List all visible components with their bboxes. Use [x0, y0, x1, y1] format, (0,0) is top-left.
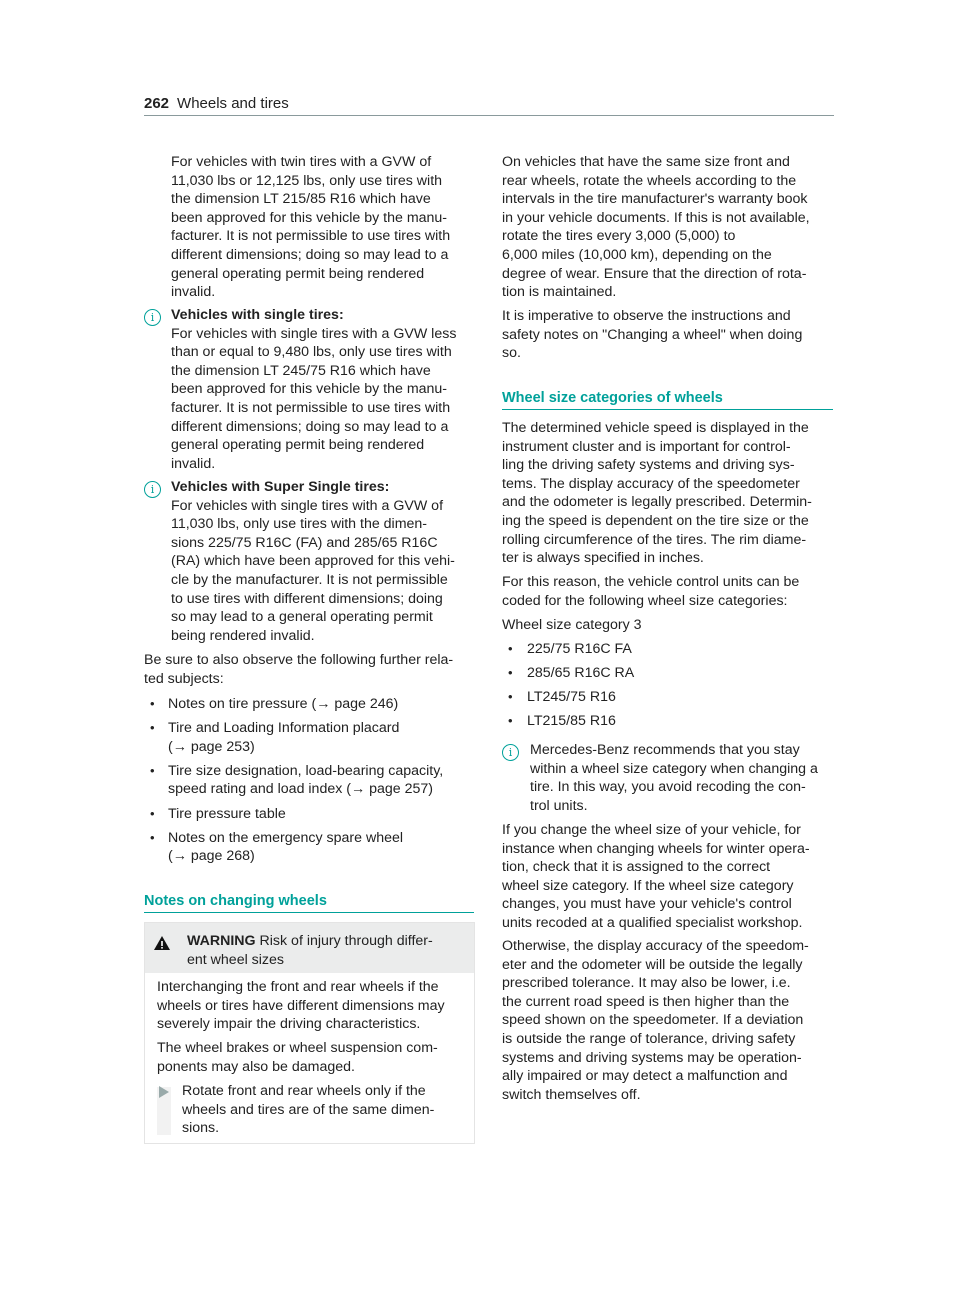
- text-line: is outside the range of tolerance, driving safety: [502, 1030, 796, 1047]
- text-line: Notes on tire pressure (→ page 246): [168, 696, 399, 712]
- text-line: Notes on the emergency spare wheel: [168, 829, 404, 846]
- text-line: tems. The display accuracy of the speedometer: [502, 475, 800, 492]
- text-line: ter is always specified in inches.: [502, 550, 704, 567]
- text-line: the dimension LT 245/75 R16 which have: [171, 362, 431, 379]
- text-line: wheels and tires are of the same dimen-: [182, 1101, 435, 1118]
- recommendation-note: [530, 741, 818, 815]
- text-line: LT245/75 R16: [527, 689, 616, 706]
- text-line: facturer. It is not permissible to use tires with: [171, 228, 451, 245]
- text-line: wheel size category. If the wheel size category: [502, 877, 794, 894]
- warning-paragraph: [157, 1039, 438, 1076]
- bullet-icon: •: [508, 689, 513, 705]
- bullet-icon: •: [150, 696, 155, 711]
- single-tires-note: [171, 306, 456, 473]
- text-line: safety notes on "Changing a wheel" when doing: [502, 326, 803, 343]
- text-line: intervals in the tire manufacturer's warranty book: [502, 191, 808, 208]
- text-line: speed shown on the speedometer. If a deviation: [502, 1012, 804, 1029]
- text-line: sions 225/75 R16C (FA) and 285/65 R16C: [171, 534, 438, 551]
- warning-action: [182, 1082, 434, 1138]
- accuracy-paragraph: [502, 937, 809, 1104]
- note-title: Vehicles with single tires:: [171, 307, 344, 323]
- bullet-icon: •: [150, 829, 155, 845]
- warning-title: ent wheel sizes: [187, 951, 284, 968]
- speed-paragraph: [502, 419, 812, 568]
- text-line: within a wheel size category when changing a: [530, 760, 818, 777]
- text-line: Interchanging the front and rear wheels if the: [157, 979, 439, 995]
- text-line: trol units.: [530, 797, 588, 814]
- text-line: 6,000 miles (10,000 km), depending on the: [502, 246, 772, 263]
- text-line: rolling circumference of the tires. The rim diame-: [502, 531, 807, 548]
- warning-paragraph: [157, 978, 445, 1034]
- text-line: so.: [502, 345, 521, 362]
- super-single-note: [171, 478, 455, 645]
- text-line: Rotate front and rear wheels only if the: [182, 1083, 426, 1099]
- text-line: Be sure to also observe the following further rela-: [144, 652, 454, 668]
- text-line: sions.: [182, 1120, 220, 1137]
- info-icon: i: [144, 309, 161, 326]
- info-icon: i: [502, 744, 519, 761]
- text-line: (RA) which have been approved for this vehi-: [171, 553, 455, 570]
- text-line: been approved for this vehicle by the manu-: [171, 209, 448, 226]
- text-line: 285/65 R16C RA: [527, 665, 635, 682]
- text-line: ally impaired or may detect a malfunction and: [502, 1068, 788, 1085]
- text-line: 225/75 R16C FA: [527, 641, 632, 657]
- change-size-paragraph: [502, 821, 810, 933]
- text-line: For vehicles with single tires with a GVW less: [171, 325, 457, 342]
- safety-paragraph: [502, 307, 802, 363]
- bullet-icon: •: [508, 665, 513, 681]
- text-line: Tire size designation, load-bearing capacity,: [168, 762, 444, 779]
- text-line: invalid.: [171, 455, 216, 472]
- text-line: Otherwise, the display accuracy of the speedom-: [502, 938, 809, 954]
- warning-box: [144, 922, 475, 1144]
- text-line: Tire and Loading Information placard: [168, 720, 400, 737]
- text-line: to use tires with different dimensions; doing: [171, 590, 443, 607]
- text-line: rotate the tires every 3,000 (5,000) to: [502, 228, 736, 245]
- text-line: the current road speed is then higher than the: [502, 993, 790, 1010]
- page-header: [144, 95, 834, 116]
- text-line: ponents may also be damaged.: [157, 1058, 355, 1075]
- observe-paragraph: [144, 651, 453, 688]
- text-line: tire. In this way, you avoid recoding the con-: [530, 779, 806, 796]
- text-line: being rendered invalid.: [171, 627, 315, 644]
- text-line: The wheel brakes or wheel suspension com-: [157, 1040, 438, 1056]
- text-line: different dimensions; doing so may lead to a: [171, 418, 449, 435]
- warning-title: Risk of injury through differ-: [259, 933, 433, 949]
- text-line: 11,030 lbs, only use tires with the dimen-: [171, 516, 428, 533]
- text-line: For vehicles with twin tires with a GVW of: [171, 154, 432, 170]
- text-line: ted subjects:: [144, 670, 224, 687]
- text-line: coded for the following wheel size categories:: [502, 592, 788, 609]
- text-line: It is imperative to observe the instructions and: [502, 308, 791, 324]
- text-line: Wheel size category 3: [502, 617, 642, 633]
- text-line: severely impair the driving characteristics.: [157, 1016, 421, 1033]
- text-line: degree of wear. Ensure that the direction of rota-: [502, 265, 807, 282]
- text-line: instrument cluster and is important for control-: [502, 438, 791, 455]
- text-line: than or equal to 9,480 lbs, only use tires with: [171, 344, 452, 361]
- text-line: changes, you must have your vehicle's control: [502, 896, 792, 913]
- text-line: wheels or tires have different dimensions may: [157, 997, 445, 1014]
- text-line: instance when changing wheels for winter opera-: [502, 840, 810, 857]
- text-line: the dimension LT 215/85 R16 which have: [171, 191, 431, 208]
- text-line: rear wheels, rotate the wheels according to the: [502, 172, 797, 189]
- text-line: tion, check that it is assigned to the correct: [502, 859, 771, 876]
- bullet-icon: •: [508, 713, 513, 729]
- text-line: 11,030 lbs or 12,125 lbs, only use tires with: [171, 172, 443, 189]
- text-line: and the odometer is legally prescribed. Determin-: [502, 494, 812, 511]
- text-line: cle by the manufacturer. It is not permissible: [171, 571, 448, 588]
- text-line: been approved for this vehicle by the manu-: [171, 381, 448, 398]
- text-line: ling the driving safety systems and driving sys-: [502, 457, 795, 474]
- warning-header: [145, 923, 474, 973]
- page-number: 262: [144, 95, 170, 112]
- coding-paragraph: [502, 573, 799, 610]
- text-line: On vehicles that have the same size front and: [502, 154, 790, 170]
- twin-tires-paragraph: [171, 153, 450, 302]
- text-line: (→ page 253): [168, 738, 255, 755]
- text-line: invalid.: [171, 284, 216, 301]
- text-line: ing the speed is dependent on the tire size or the: [502, 512, 809, 529]
- text-line: general operating permit being rendered: [171, 437, 425, 454]
- text-line: so may lead to a general operating permit: [171, 609, 433, 626]
- notes-heading: Notes on changing wheels: [144, 893, 474, 913]
- category-label: [502, 616, 642, 635]
- text-line: switch themselves off.: [502, 1086, 641, 1103]
- text-line: For this reason, the vehicle control units can be: [502, 574, 800, 590]
- bullet-icon: •: [508, 641, 513, 656]
- note-title: Vehicles with Super Single tires:: [171, 479, 390, 495]
- section-title: Wheels and tires: [177, 95, 289, 112]
- wheel-size-heading: Wheel size categories of wheels: [502, 390, 833, 410]
- text-line: For vehicles with single tires with a GVW of: [171, 497, 444, 514]
- text-line: speed rating and load index (→ page 257): [168, 781, 434, 798]
- text-line: tion is maintained.: [502, 284, 617, 301]
- text-line: LT215/85 R16: [527, 713, 616, 730]
- text-line: The determined vehicle speed is displayed in the: [502, 420, 809, 436]
- warning-triangle-icon: [153, 935, 171, 951]
- play-arrow-icon: [158, 1085, 170, 1099]
- bullet-icon: •: [150, 762, 155, 778]
- rotation-paragraph: [502, 153, 810, 302]
- text-line: general operating permit being rendered: [171, 265, 425, 282]
- text-line: prescribed tolerance. It may also be lower, i.e.: [502, 975, 791, 992]
- text-line: different dimensions; doing so may lead to a: [171, 246, 449, 263]
- bullet-icon: •: [150, 720, 155, 736]
- info-icon: i: [144, 481, 161, 498]
- text-line: Mercedes-Benz recommends that you stay: [530, 742, 800, 758]
- text-line: units recoded at a qualified specialist workshop.: [502, 914, 803, 931]
- bullet-icon: •: [150, 805, 155, 821]
- warning-label: WARNING: [187, 933, 256, 949]
- text-line: in your vehicle documents. If this is not available,: [502, 209, 810, 226]
- text-line: systems and driving systems may be operation-: [502, 1049, 802, 1066]
- text-line: Tire pressure table: [168, 805, 286, 822]
- text-line: If you change the wheel size of your vehicle, for: [502, 822, 801, 838]
- text-line: facturer. It is not permissible to use tires with: [171, 399, 451, 416]
- text-line: (→ page 268): [168, 848, 255, 865]
- text-line: eter and the odometer will be outside the legally: [502, 956, 803, 973]
